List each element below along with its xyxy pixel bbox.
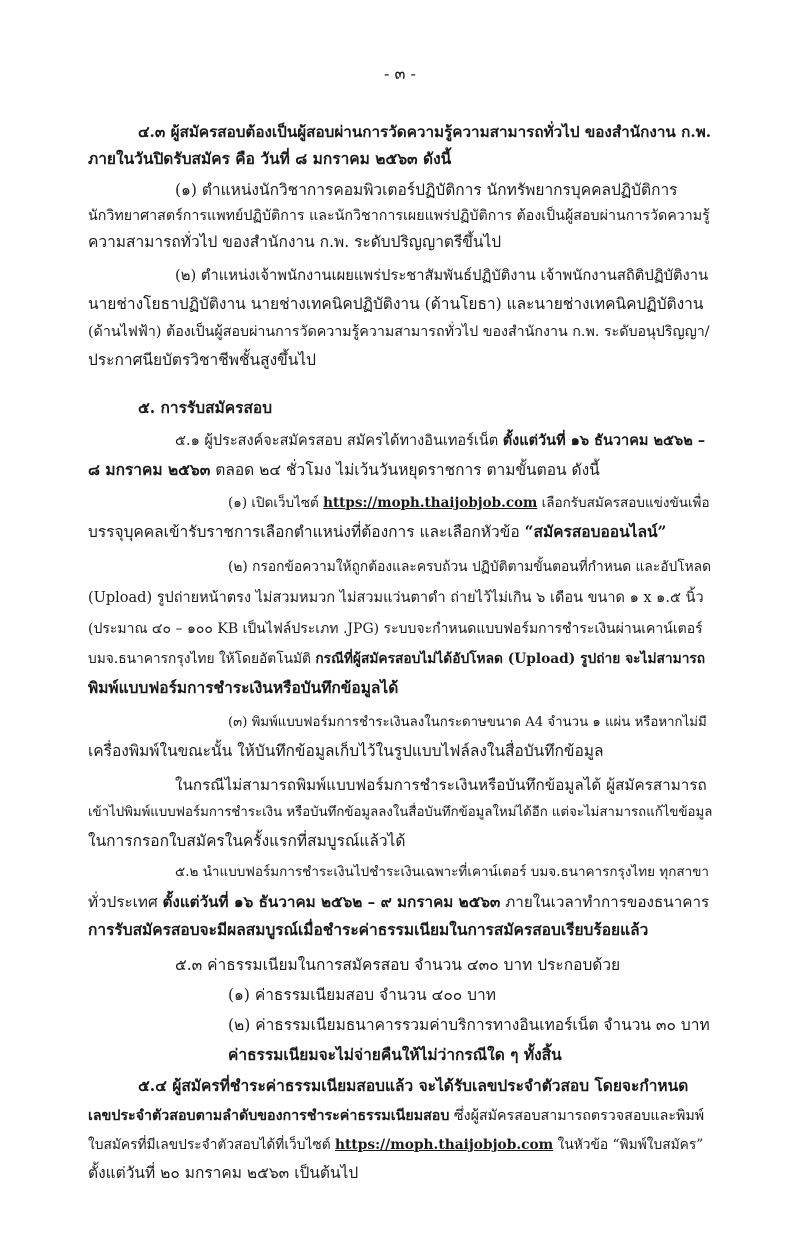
s43-item1-line-2: นักวิทยาศาสตร์การแพทย์ปฏิบัติการ และนักวิชาการเผยแพร่ปฏิบัติการ ต้องเป็นผู้สอบผ่านการวัดความรู้ xyxy=(88,208,710,224)
s53-item-2: (๒) ค่าธรรมเนียมธนาคารรวมค่าบริการทางอินเทอร์เน็ต จำนวน ๓๐ บาท xyxy=(228,1016,710,1034)
s51-step1-line-1 xyxy=(228,493,710,513)
s51-step2-4b: กรณีที่ผู้สมัครสอบไม่ได้อัปโหลด (Upload) รูปถ่าย จะไม่สามารถ xyxy=(315,651,706,667)
s53-item-1: (๑) ค่าธรรมเนียมสอบ จำนวน ๔๐๐ บาท xyxy=(228,986,496,1004)
s51-case-line-2: เข้าไปพิมพ์แบบฟอร์มการชำระเงิน หรือบันทึกข้อมูลลงในสื่อบันทึกข้อมูลใหม่ได้อีก แต่จะไม่สามารถแก้ไขข้อมูล xyxy=(88,805,713,820)
s54-line-3 xyxy=(88,1135,703,1155)
s43-line-1: ๔.๓ ผู้สมัครสอบต้องเป็นผู้สอบผ่านการวัดความรู้ความสามารถทั่วไป ของสำนักงาน ก.พ. xyxy=(138,123,712,141)
s52-2c: ภายในเวลาทำการของธนาคาร xyxy=(500,893,710,911)
s54-line-4: ตั้งแต่วันที่ ๒๐ มกราคม ๒๕๖๓ เป็นต้นไป xyxy=(88,1164,359,1182)
s51-line-2b: ตลอด ๒๔ ชั่วโมง ไม่เว้นวันหยุดราชการ ตามขั้นตอน ดังนี้ xyxy=(210,461,600,479)
s51-case-line-1: ในกรณีไม่สามารถพิมพ์แบบฟอร์มการชำระเงินหรือบันทึกข้อมูลได้ ผู้สมัครสามารถ xyxy=(175,776,707,794)
s53-note: ค่าธรรมเนียมจะไม่จ่ายคืนให้ไม่ว่ากรณีใด ๆ ทั้งสิ้น xyxy=(228,1045,562,1064)
s51-step3-line-1: (๓) พิมพ์แบบฟอร์มการชำระเงินลงในกระดาษขนาด A4 จำนวน ๑ แผ่น หรือหากไม่มี xyxy=(228,715,707,730)
online-apply-topic: “สมัครสอบออนไลน์” xyxy=(524,522,667,541)
s51-line-1 xyxy=(175,431,705,451)
s51-case-line-3: ในการกรอกใบสมัครในครั้งแรกที่สมบูรณ์แล้วได้ xyxy=(88,832,406,850)
s52-date-range: ตั้งแต่วันที่ ๑๖ ธันวาคม ๒๕๖๒ – ๙ มกราคม ๒๕๖๓ xyxy=(162,893,501,911)
s43-item2-line-2: นายช่างโยธาปฏิบัติงาน นายช่างเทคนิคปฏิบัติงาน (ด้านโยธา) และนายช่างเทคนิคปฏิบัติงาน xyxy=(88,295,704,313)
s51-line-1a: ๕.๑ ผู้ประสงค์จะสมัครสอบ สมัครได้ทางอินเทอร์เน็ต xyxy=(175,433,503,449)
page-number: - ๓ - xyxy=(384,64,416,83)
s43-item2-line-4: ประกาศนียบัตรวิชาชีพชั้นสูงขึ้นไป xyxy=(88,351,316,369)
s51-step2-line-4 xyxy=(88,649,705,669)
s51-step1-b: เลือกรับสมัครสอบแข่งขันเพื่อ xyxy=(537,495,710,511)
s54-line-1: ๕.๔ ผู้สมัครที่ชำระค่าธรรมเนียมสอบแล้ว จะได้รับเลขประจำตัวสอบ โดยจะกำหนด xyxy=(138,1076,689,1095)
s51-step2-line-3: (ประมาณ ๔๐ – ๑๐๐ KB เป็นไฟล์ประเภท .JPG) ระบบจะกำหนดแบบฟอร์มการชำระเงินผ่านเคาน์เตอร์ xyxy=(88,621,703,637)
s51-step2-line-1: (๒) กรอกข้อความให้ถูกต้องและครบถ้วน ปฏิบัติตามขั้นตอนที่กำหนด และอัปโหลด xyxy=(228,559,712,575)
s51-end-date: ๘ มกราคม ๒๕๖๓ xyxy=(88,460,211,479)
s51-step2-line-2: (Upload) รูปถ่ายหน้าตรง ไม่สวมหมวก ไม่สวมแว่นตาดำ ถ่ายไว้ไม่เกิน ๖ เดือน ขนาด ๑ x ๑.๕ นิ้ว xyxy=(88,590,704,606)
s51-step2-4a: บมจ.ธนาคารกรุงไทย ให้โดยอัตโนมัติ xyxy=(88,651,316,667)
s51-step1-a: (๑) เปิดเว็บไซต์ xyxy=(228,495,324,511)
s52-line-2 xyxy=(88,892,709,912)
s43-item2-line-1: (๒) ตำแหน่งเจ้าพนักงานเผยแพร่ประชาสัมพันธ์ปฏิบัติงาน เจ้าพนักงานสถิติปฏิบัติงาน xyxy=(175,267,709,284)
s43-line-2: ภายในวันปิดรับสมัคร คือ วันที่ ๘ มกราคม ๒๕๖๓ ดังนี้ xyxy=(88,149,452,168)
s51-step3-line-2: เครื่องพิมพ์ในขณะนั้น ให้บันทึกข้อมูลเก็บไว้ในรูปแบบไฟล์ลงในสื่อบันทึกข้อมูล xyxy=(88,742,604,760)
s54-2b: ซึ่งผู้สมัครสอบสามารถตรวจสอบและพิมพ์ xyxy=(449,1108,705,1124)
s54-2a: เลขประจำตัวสอบตามลำดับของการชำระค่าธรรมเนียมสอบ xyxy=(88,1108,450,1124)
s51-step1-line-2 xyxy=(88,522,666,542)
s54-3b: ในหัวข้อ “พิมพ์ใบสมัคร” xyxy=(553,1137,704,1153)
s52-line-1: ๕.๒ นำแบบฟอร์มการชำระเงินไปชำระเงินเฉพาะที่เคาน์เตอร์ บมจ.ธนาคารกรุงไทย ทุกสาขา xyxy=(175,864,710,880)
s43-item2-line-3: (ด้านไฟฟ้า) ต้องเป็นผู้สอบผ่านการวัดความรู้ความสามารถทั่วไป ของสำนักงาน ก.พ. ระดับอนุปริญญา/ xyxy=(88,324,710,340)
s51-date-range: ตั้งแต่วันที่ ๑๖ ธันวาคม ๒๕๖๒ – xyxy=(502,432,706,449)
s54-3a: ใบสมัครที่มีเลขประจำตัวสอบได้ที่เว็บไซต์ xyxy=(88,1137,336,1153)
website-link-1[interactable]: https://moph.thaijobjob.com xyxy=(323,495,538,511)
s52-line-3: การรับสมัครสอบจะมีผลสมบูรณ์เมื่อชำระค่าธรรมเนียมในการสมัครสอบเรียบร้อยแล้ว xyxy=(88,920,649,939)
s53-line-1: ๕.๓ ค่าธรรมเนียมในการสมัครสอบ จำนวน ๔๓๐ บาท ประกอบด้วย xyxy=(175,956,621,974)
s52-2a: ทั่วประเทศ xyxy=(88,893,163,911)
s54-line-2 xyxy=(88,1106,704,1126)
s51-line-2 xyxy=(88,460,600,480)
s43-item1-line-3: ความสามารถทั่วไป ของสำนักงาน ก.พ. ระดับปริญญาตรีขึ้นไป xyxy=(88,233,502,251)
s51-step2-line-5: พิมพ์แบบฟอร์มการชำระเงินหรือบันทึกข้อมูลได้ xyxy=(88,678,399,697)
s43-item1-line-1: (๑) ตำแหน่งนักวิชาการคอมพิวเตอร์ปฏิบัติการ นักทรัพยากรบุคคลปฏิบัติการ xyxy=(175,181,678,199)
website-link-2[interactable]: https://moph.thaijobjob.com xyxy=(335,1137,554,1153)
s5-heading: ๕. การรับสมัครสอบ xyxy=(138,398,273,417)
s51-step1-c: บรรจุบุคคลเข้ารับราชการเลือกตำแหน่งที่ต้องการ และเลือกหัวข้อ xyxy=(88,523,525,541)
